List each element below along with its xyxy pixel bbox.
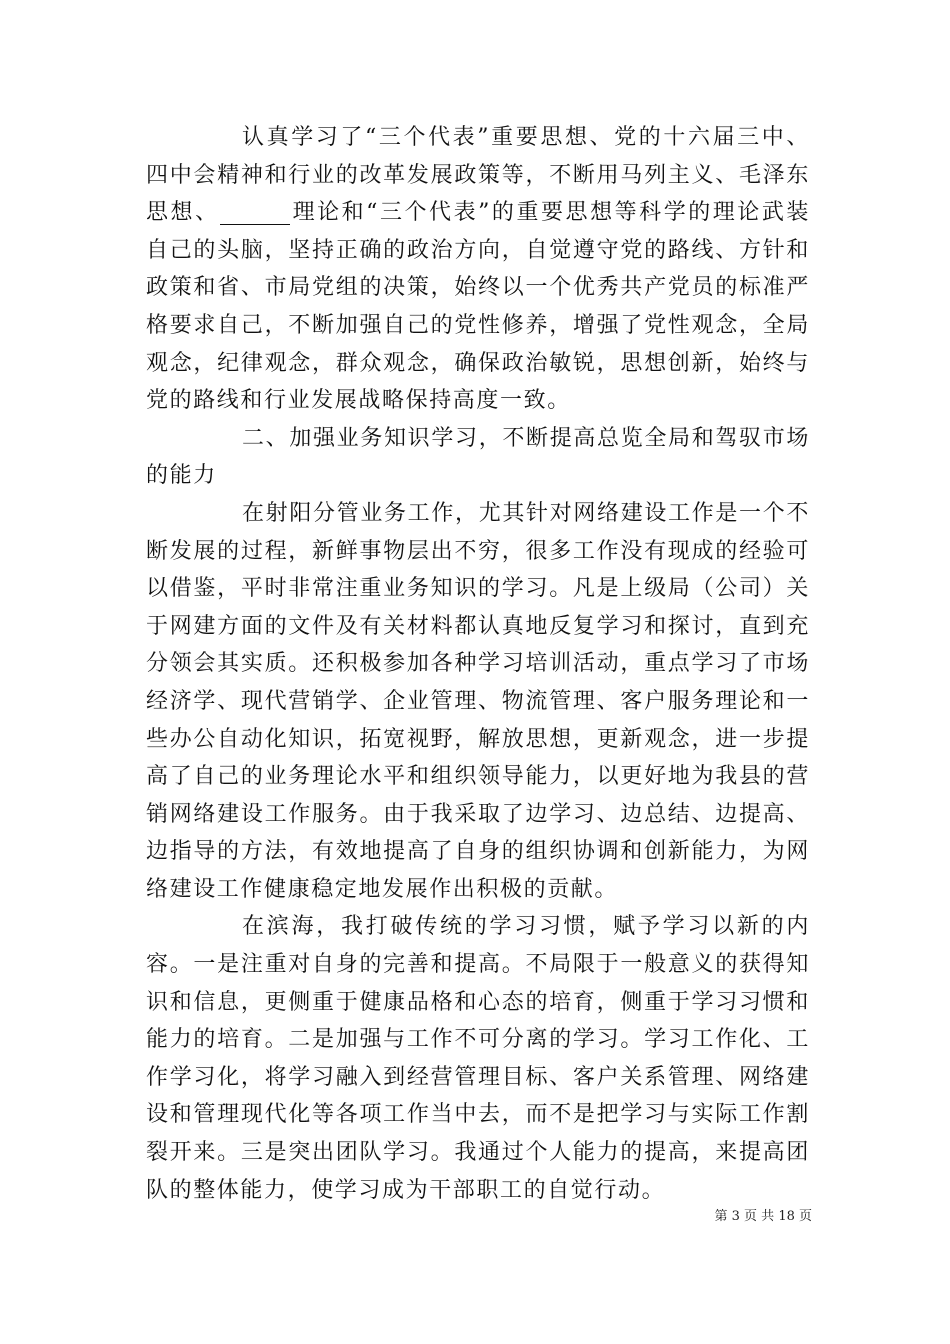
section-heading-2: 二、加强业务知识学习，不断提高总览全局和驾驭市场的能力: [146, 425, 810, 489]
paragraph-1-part-a: 认真学习了“三个代表”重要思想、党的十六届三中、四中会精神和行业的改革发展政策等，不断用马列主义、毛泽东思想、: [146, 125, 810, 226]
paragraph-3: 在滨海，我打破传统的学习习惯，赋予学习以新的内容。一是注重对自身的完善和提高。不局限于一般意义的获得知识和信息，更侧重于健康品格和心态的培育，侧重于学习习惯和能力的培育。二是加强与工作不可分离的学习。学习工作化、工作学习化，将学习融入到经营管理目标、客户关系管理、网络建设和管理现代化等各项工作当中去，而不是把学习与实际工作割裂开来。三是突出团队学习。我通过个人能力的提高，来提高团队的整体能力，使学习成为干部职工的自觉行动。: [146, 914, 810, 1203]
paragraph-1: [146, 119, 810, 420]
paragraph-1-part-b: 理论和“三个代表”的重要思想等科学的理论武装自己的头脑，坚持正确的政治方向，自觉遵守党的路线、方针和政策和省、市局党组的决策，始终以一个优秀共产党员的标准严格要求自己，不断加强自己的党性修养，增强了党性观念，全局观念，纪律观念，群众观念，确保政治敏锐，思想创新，始终与党的路线和行业发展战略保持高度一致。: [146, 200, 810, 414]
document-body: [146, 119, 810, 1209]
page-number: 第 3 页 共 18 页: [714, 1209, 812, 1224]
fill-in-blank: [220, 202, 290, 225]
paragraph-2: 在射阳分管业务工作，尤其针对网络建设工作是一个不断发展的过程，新鲜事物层出不穷，很多工作没有现成的经验可以借鉴，平时非常注重业务知识的学习。凡是上级局（公司）关于网建方面的文件及有关材料都认真地反复学习和探讨，直到充分领会其实质。还积极参加各种学习培训活动，重点学习了市场经济学、现代营销学、企业管理、物流管理、客户服务理论和一些办公自动化知识，拓宽视野，解放思想，更新观念，进一步提高了自己的业务理论水平和组织领导能力，以更好地为我县的营销网络建设工作服务。由于我采取了边学习、边总结、边提高、边指导的方法，有效地提高了自身的组织协调和创新能力，为网络建设工作健康稳定地发展作出积极的贡献。: [146, 500, 810, 902]
